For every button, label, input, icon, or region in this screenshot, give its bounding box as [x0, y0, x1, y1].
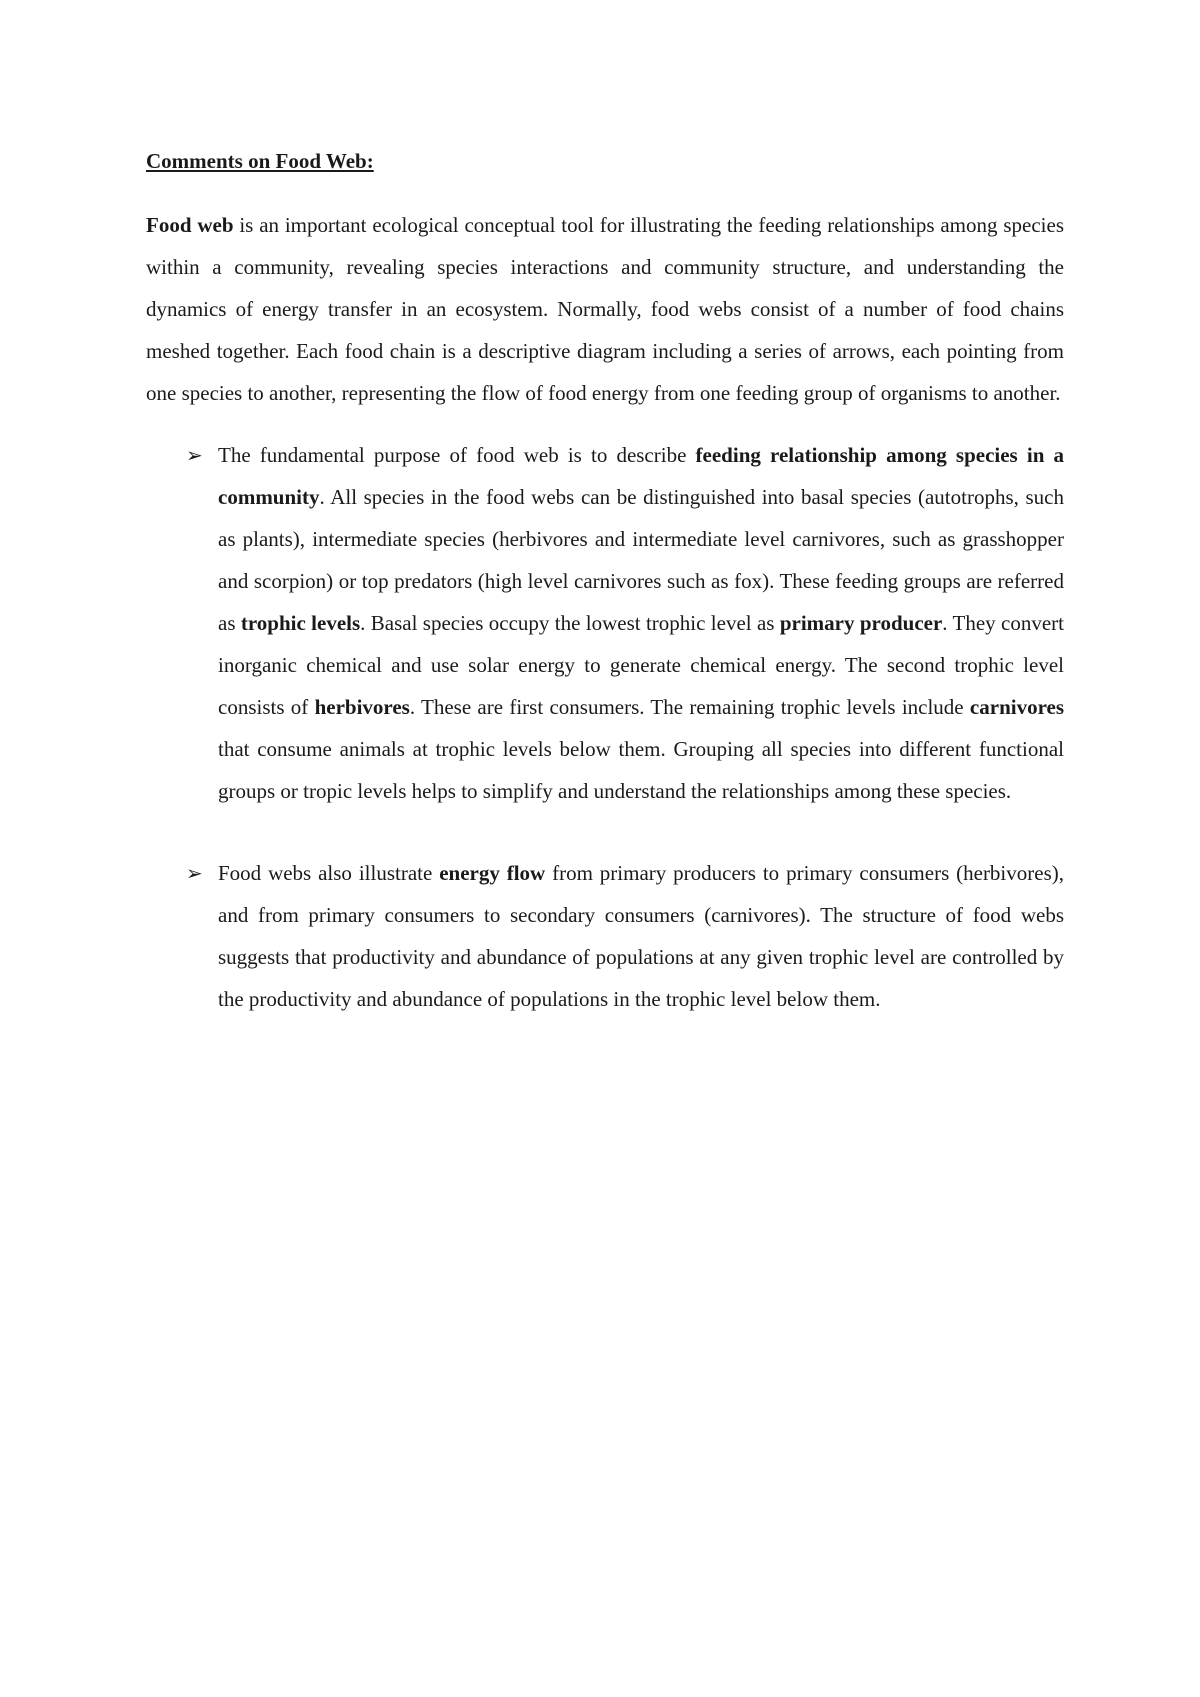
document-heading: Comments on Food Web: [146, 149, 374, 173]
bullet-text: from primary producers to primary consumers (herbivores), and from primary consumers to secondary consumers (carnivores). The structure of food webs suggests that productivity and abundance of populations at any given trophic level are controlled by the productivity and abundance of populations in the trophic level below them. [218, 861, 1065, 1011]
intro-bold-lead: Food web [146, 213, 234, 237]
bullet-text: . They convert inorganic chemical and use solar energy to generate chemical energy. The second trophic level consists of [218, 611, 1064, 719]
bullet-bold-term: primary producer [779, 611, 943, 635]
intro-paragraph [146, 204, 1064, 414]
bullet-bold-term: carnivores [969, 695, 1065, 719]
arrow-bullet-icon: ➢ [186, 443, 203, 467]
bullet-text: that consume animals at trophic levels below them. Grouping all species into different functional groups or tropic levels helps to simplify and understand the relationships among these species. [218, 737, 1064, 803]
bullet-text: . Basal species occupy the lowest trophic level as [360, 611, 780, 635]
arrow-bullet-icon: ➢ [186, 861, 203, 885]
bullet-text: . All species in the food webs can be distinguished into basal species (autotrophs, such as plants), intermediate species (herbivores and intermediate level carnivores, such as grasshopper and scorpion) or top predators (high level carnivores such as fox). These feeding groups are referred as [218, 485, 1064, 635]
bullet-bold-term: energy flow [439, 861, 546, 885]
bullet-item-purpose [146, 434, 1064, 812]
bullet-bold-term: herbivores [314, 695, 410, 719]
bullet-item-energy-flow [146, 852, 1064, 1020]
bullet-bold-term: trophic levels [240, 611, 361, 635]
intro-text: is an important ecological conceptual tool for illustrating the feeding relationships among species within a community, revealing species interactions and community structure, and understanding the dynamics of energy transfer in an ecosystem. Normally, food webs consist of a number of food chains meshed together. Each food chain is a descriptive diagram including a series of arrows, each pointing from one species to another, representing the flow of food energy from one feeding group of organisms to another. [146, 213, 1064, 405]
bullet-bold-term: feeding relationship among species in a community [218, 443, 1064, 509]
bullet-text: . These are first consumers. The remaining trophic levels include [409, 695, 970, 719]
bullet-text: Food webs also illustrate [218, 861, 440, 885]
document-page [146, 140, 1064, 1020]
bullet-text: The fundamental purpose of food web is to describe [218, 443, 696, 467]
bullet-list [146, 434, 1064, 1020]
